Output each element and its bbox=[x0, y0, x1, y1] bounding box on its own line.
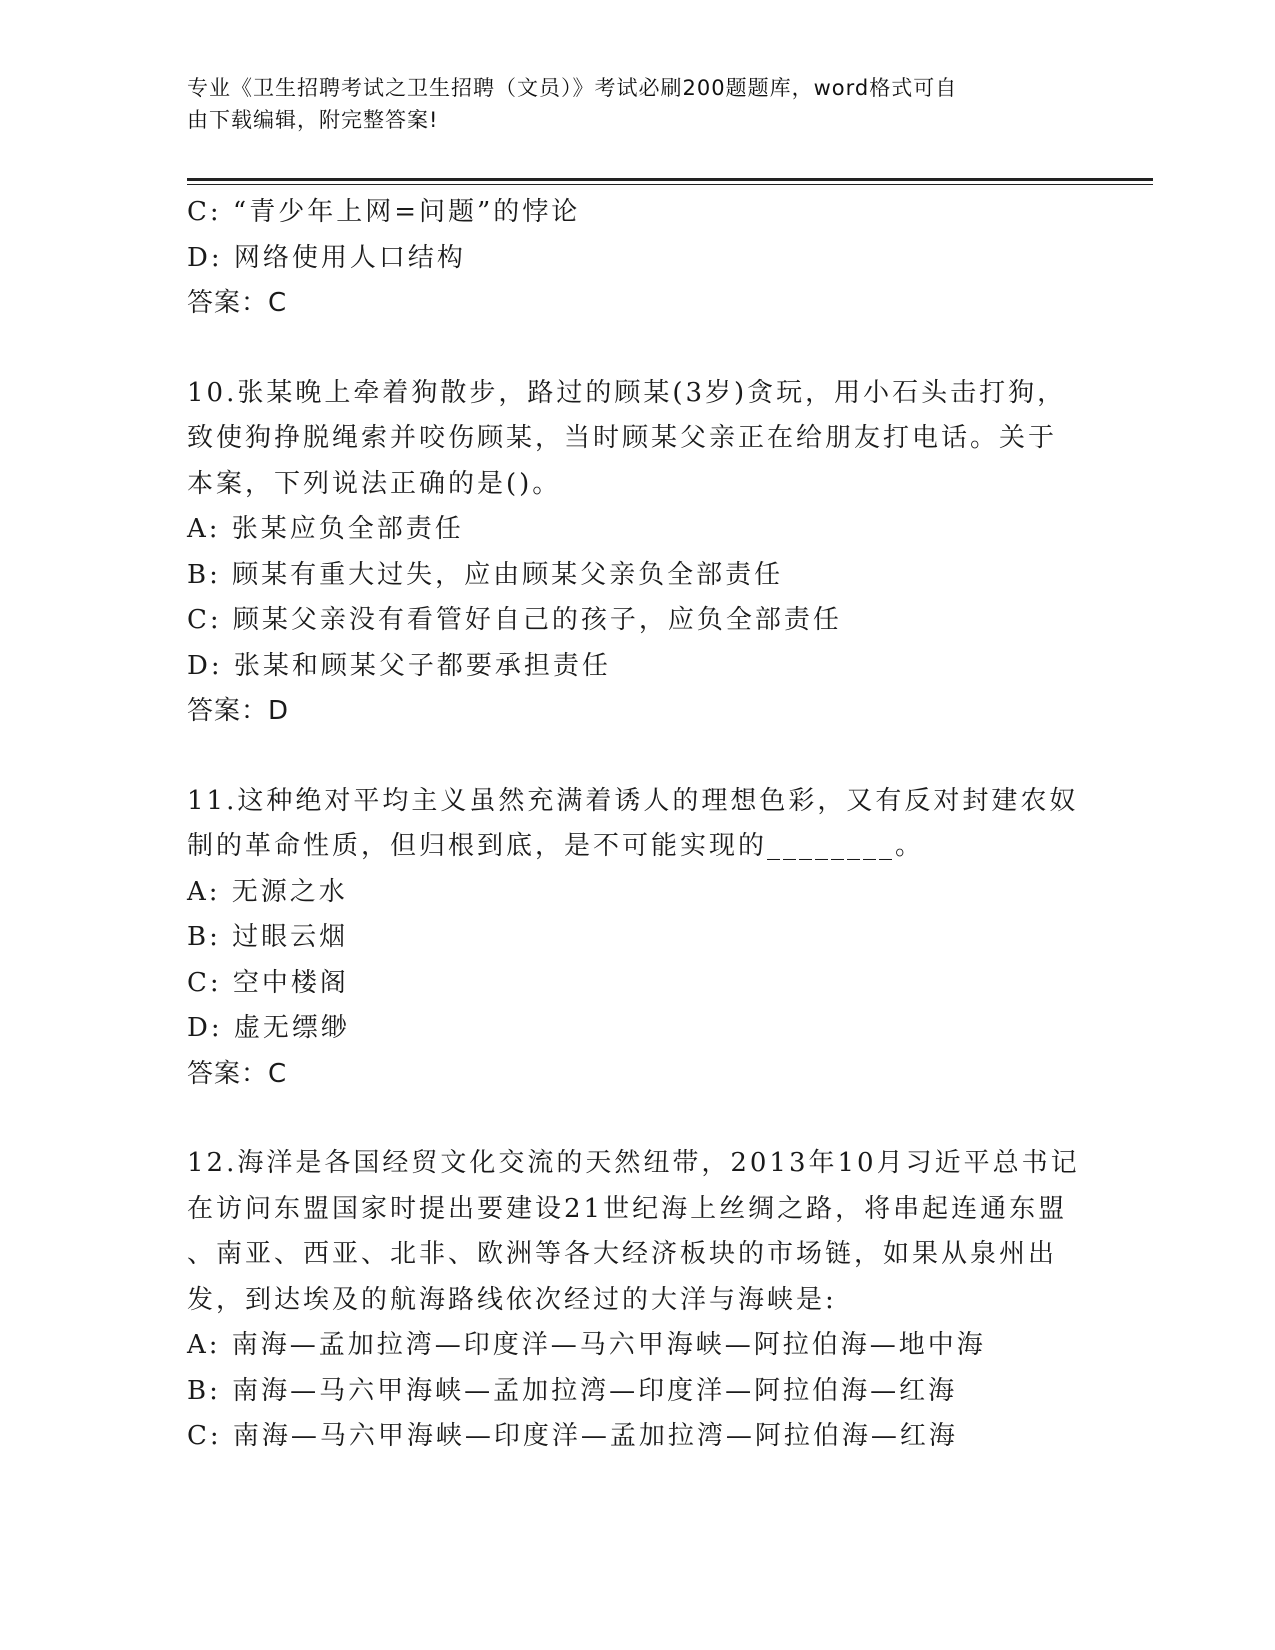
spacer bbox=[187, 327, 1087, 371]
spacer bbox=[187, 735, 1087, 779]
q11-option-a: A: 无源之水 bbox=[187, 876, 348, 907]
q10-option-c: C: 顾某父亲没有看管好自己的孩子，应负全部责任 bbox=[187, 605, 842, 635]
q10-stem-line-3: 本案，下列说法正确的是()。 bbox=[187, 468, 562, 499]
q11-option-b: B: 过眼云烟 bbox=[187, 922, 349, 952]
q10-option-b: B: 顾某有重大过失，应由顾某父亲负全部责任 bbox=[187, 559, 784, 590]
q12-stem-line-3: 、南亚、西亚、北非、欧洲等各大经济板块的市场链，如果从泉州出 bbox=[187, 1239, 1058, 1269]
q12-stem-line-1: 12.海洋是各国经贸文化交流的天然纽带，2013年10月习近平总书记 bbox=[187, 1148, 1080, 1178]
header-line-1: 专业《卫生招聘考试之卫生招聘（文员）》考试必刷200题题库，word格式可自 bbox=[187, 76, 958, 100]
question-10 bbox=[187, 371, 1087, 735]
q11-stem-line-1: 11.这种绝对平均主义虽然充满着诱人的理想色彩，又有反对封建农奴 bbox=[187, 785, 1079, 816]
q11-option-d: D: 虚无缥缈 bbox=[187, 1013, 350, 1043]
q12-stem-line-4: 发，到达埃及的航海路线依次经过的大洋与海峡是: bbox=[187, 1284, 837, 1315]
q11-answer: 答案：C bbox=[187, 1058, 288, 1089]
header-divider-thin bbox=[187, 184, 1153, 185]
question-list bbox=[187, 190, 1087, 1460]
q9-option-d: D: 网络使用人口结构 bbox=[187, 242, 466, 273]
spacer bbox=[187, 1097, 1087, 1141]
q12-option-c: C: 南海—马六甲海峡—印度洋—孟加拉湾—阿拉伯海—红海 bbox=[187, 1421, 958, 1451]
document-header bbox=[187, 72, 1067, 136]
q10-stem-line-2: 致使狗挣脱绳索并咬伤顾某，当时顾某父亲正在给朋友打电话。关于 bbox=[187, 423, 1058, 453]
q11-option-c: C: 空中楼阁 bbox=[187, 967, 349, 998]
q9-option-c: C: “青少年上网=问题”的悖论 bbox=[187, 197, 581, 227]
q12-option-b: B: 南海—马六甲海峡—孟加拉湾—印度洋—阿拉伯海—红海 bbox=[187, 1375, 958, 1406]
header-divider-thick bbox=[187, 178, 1153, 181]
q12-stem-line-2: 在访问东盟国家时提出要建设21世纪海上丝绸之路，将串起连通东盟 bbox=[187, 1193, 1068, 1224]
question-9-tail bbox=[187, 190, 1087, 327]
q9-answer: 答案：C bbox=[187, 288, 288, 318]
header-line-2: 由下载编辑，附完整答案! bbox=[187, 108, 439, 132]
q10-option-d: D: 张某和顾某父子都要承担责任 bbox=[187, 650, 611, 681]
q10-stem-line-1: 10.张某晚上牵着狗散步，路过的顾某(3岁)贪玩，用小石头击打狗， bbox=[187, 377, 1067, 408]
question-11 bbox=[187, 779, 1087, 1098]
q10-option-a: A: 张某应负全部责任 bbox=[187, 514, 464, 544]
q11-stem-line-2: 制的革命性质，但归根到底，是不可能实现的________。 bbox=[187, 831, 925, 861]
question-12 bbox=[187, 1141, 1087, 1460]
q12-option-a: A: 南海—孟加拉湾—印度洋—马六甲海峡—阿拉伯海—地中海 bbox=[187, 1330, 986, 1360]
q10-answer: 答案：D bbox=[187, 696, 290, 726]
